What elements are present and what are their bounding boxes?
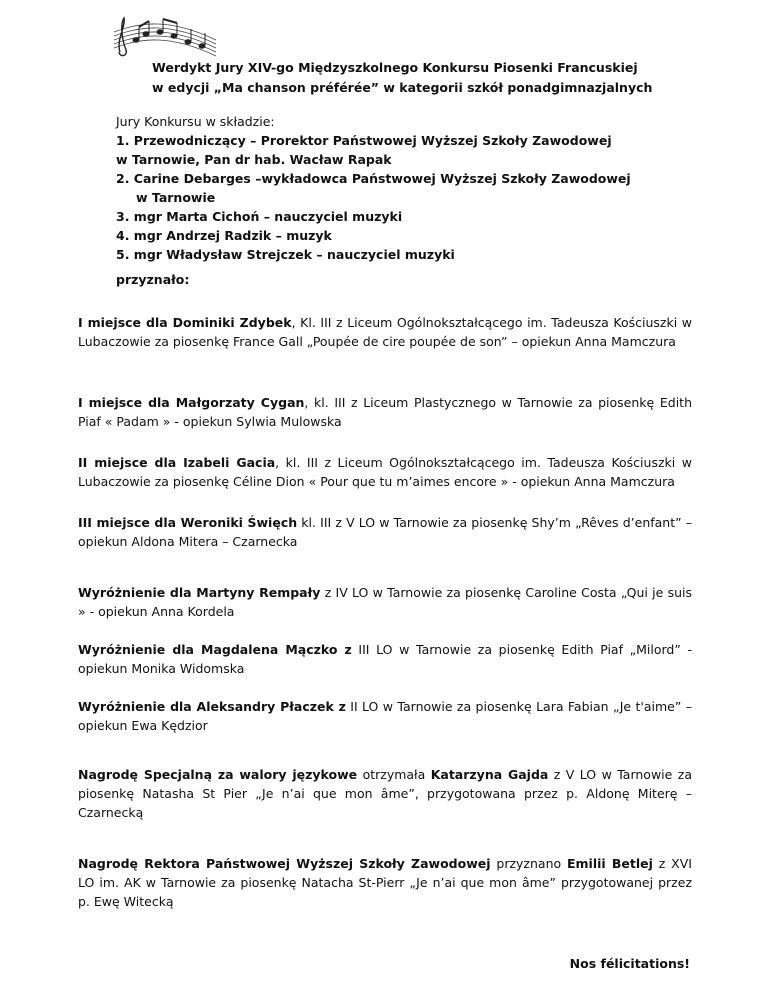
special-prize <box>78 765 692 822</box>
heading-line-1: Werdykt Jury XIV-go Międzyszkolnego Konkursu Piosenki Francuskiej <box>152 60 638 75</box>
prize-verb: otrzymała <box>357 767 431 782</box>
prize-winner: Katarzyna Gajda <box>430 767 549 782</box>
distinction-rempala <box>78 583 692 621</box>
award-title: II miejsce dla Izabeli Gacia <box>78 455 276 470</box>
award-title: Wyróżnienie dla Aleksandry Płaczek z <box>78 699 346 714</box>
rector-prize <box>78 854 692 911</box>
heading-line-2: w edycji „Ma chanson préférée” w kategorii szkół ponadgimnazjalnych <box>152 80 653 95</box>
prize-details: z XVI LO im. AK w Tarnowie za piosenkę Natacha St-Pierr „Je n’ai que mon âme” przygotowanej przez p. Ewę Witecką <box>78 856 692 909</box>
closing-congratulations: Nos félicitations! <box>569 956 690 971</box>
distinction-placzek <box>78 697 692 735</box>
jury-member-5: 5. mgr Władysław Strejczek – nauczyciel muzyki <box>116 247 455 262</box>
award-details: z IV LO w Tarnowie za piosenkę Caroline Costa „Qui je suis » - opiekun Anna Kordela <box>78 585 692 619</box>
jury-member-4: 4. mgr Andrzej Radzik – muzyk <box>116 228 332 243</box>
jury-member-2: 2. Carine Debarges –wykładowca Państwowej Wyższej Szkoły Zawodowej <box>116 171 631 186</box>
award-second-place-gacia <box>78 453 692 491</box>
jury-member-1: 1. Przewodniczący – Prorektor Państwowej Wyższej Szkoły Zawodowej <box>116 133 612 148</box>
prize-winner: Emilii Betlej <box>566 856 653 871</box>
document-heading <box>152 58 712 98</box>
prize-title: Nagrodę Rektora Państwowej Wyższej Szkoły Zawodowej <box>78 856 491 871</box>
award-details: II LO w Tarnowie za piosenkę Lara Fabian „Je t'aime” – opiekun Ewa Kędzior <box>78 699 692 733</box>
award-first-place-cygan <box>78 393 692 431</box>
prize-verb: przyznano <box>490 856 567 871</box>
jury-member-1-cont: w Tarnowie, Pan dr hab. Wacław Rapak <box>116 152 392 167</box>
award-details: kl. III z V LO w Tarnowie za piosenkę Shy’m „Rêves d’enfant” – opiekun Aldona Mitera – Czarnecka <box>78 515 692 549</box>
award-details: , Kl. III z Liceum Ogólnokształcącego im. Tadeusza Kościuszki w Lubaczowie za piosenkę France Gall „Poupée de cire poupée de son” – opiekun Anna Mamczura <box>78 315 692 349</box>
prize-title: Nagrodę Specjalną za walory językowe <box>78 767 358 782</box>
award-details: , kl. III z Liceum Ogólnokształcącego im. Tadeusza Kościuszki w Lubaczowie za piosenkę Céline Dion « Pour que tu m’aimes encore » - opiekun Anna Mamczura <box>78 455 692 489</box>
awarded-label: przyznało: <box>116 272 190 287</box>
award-title: I miejsce dla Małgorzaty Cygan <box>78 395 305 410</box>
jury-member-3: 3. mgr Marta Cichoń – nauczyciel muzyki <box>116 209 403 224</box>
award-title: I miejsce dla Dominiki Zdybek <box>78 315 292 330</box>
award-details: , kl. III z Liceum Plastycznego w Tarnowie za piosenkę Edith Piaf « Padam » - opiekun Sylwia Mulowska <box>78 395 692 429</box>
award-title: Wyróżnienie dla Magdalena Mączko z <box>78 642 352 657</box>
award-details: III LO w Tarnowie za piosenkę Edith Piaf „Milord” - opiekun Monika Widomska <box>78 642 692 676</box>
award-first-place-zdybek <box>78 313 692 351</box>
award-title: III miejsce dla Weroniki Święch <box>78 515 298 530</box>
jury-member-2-cont: w Tarnowie <box>136 190 216 205</box>
jury-intro: Jury Konkursu w składzie: <box>116 114 275 129</box>
jury-list <box>116 112 736 264</box>
award-third-place-swiech <box>78 513 692 551</box>
distinction-maczko <box>78 640 692 678</box>
prize-details: z V LO w Tarnowie za piosenkę Natasha St Pier „Je n’ai que mon âme”, przygotowana przez p. Aldonę Miterę – Czarnecką <box>78 767 692 820</box>
award-title: Wyróżnienie dla Martyny Rempały <box>78 585 321 600</box>
